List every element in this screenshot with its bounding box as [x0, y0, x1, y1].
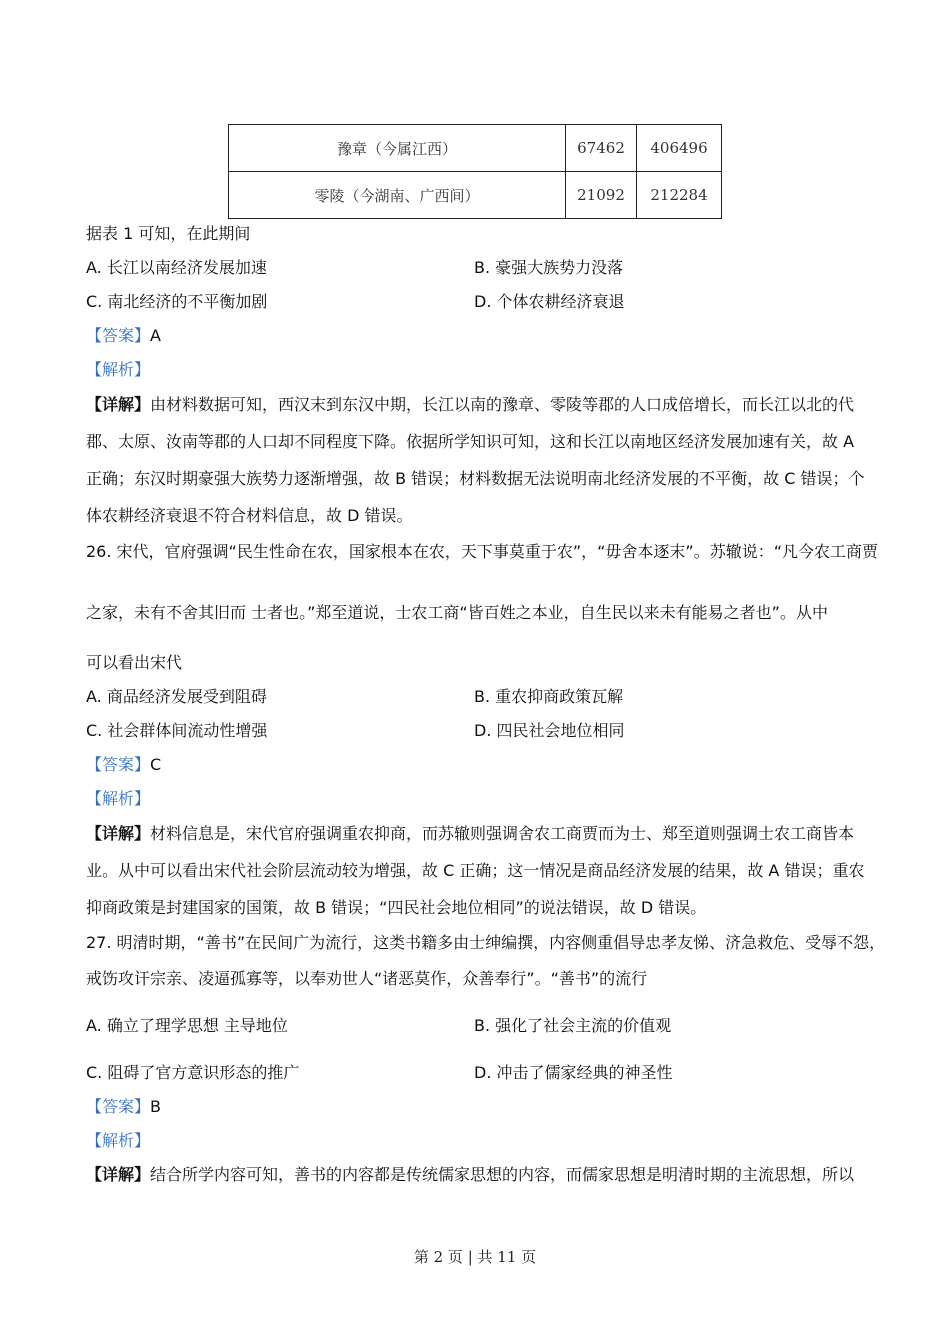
- q25-detail-line: 正确；东汉时期豪强大族势力逐渐增强，故 B 错误；材料数据无法说明南北经济发展的不平衡，故 C 错误；个: [86, 469, 865, 488]
- q27-option-a: A. 确立了理学思想 主导地位: [86, 1016, 288, 1035]
- q25-option-c: C. 南北经济的不平衡加剧: [86, 292, 268, 311]
- answer-value: B: [150, 1097, 161, 1116]
- q27-stem: 27. 明清时期，“善书”在民间广为流行，这类书籍多由士绅编撰，内容侧重倡导忠孝友悌、济急救危、受辱不怨，: [86, 933, 886, 952]
- page-footer: 第 2 页 | 共 11 页: [413, 1248, 537, 1266]
- detail-text: 结合所学内容可知，善书的内容都是传统儒家思想的内容，而儒家思想是明清时期的主流思想，所以: [150, 1165, 855, 1184]
- q26-option-d: D. 四民社会地位相同: [474, 721, 625, 740]
- table-row: [229, 125, 722, 172]
- q26-detail-line: 业。从中可以看出宋代社会阶层流动较为增强，故 C 正确；这一情况是商品经济发展的结果，故 A 错误；重农: [86, 861, 865, 880]
- detail-label: 【详解】: [86, 824, 151, 843]
- q25-detail-line: 郡、太原、汝南等郡的人口却不同程度下降。依据所学知识可知，这和长江以南地区经济发展加速有关，故 A: [86, 432, 855, 451]
- q25-analysis-label: 【解析】: [86, 360, 151, 379]
- table-cell-value: 67462: [566, 125, 637, 172]
- q27-answer: [86, 1096, 161, 1118]
- q25-stem: 据表 1 可知，在此期间: [86, 224, 251, 243]
- detail-label: 【详解】: [86, 395, 151, 414]
- q25-option-b: B. 豪强大族势力没落: [474, 258, 624, 277]
- table-cell-region: 零陵（今湖南、广西间）: [229, 172, 566, 219]
- detail-text: 由材料数据可知，西汉末到东汉中期，长江以南的豫章、零陵等郡的人口成倍增长，而长江以北的代: [150, 395, 855, 414]
- q27-option-d: D. 冲击了儒家经典的神圣性: [474, 1063, 673, 1082]
- q27-detail-line: [86, 1164, 854, 1186]
- q26-option-b: B. 重农抑商政策瓦解: [474, 687, 624, 706]
- answer-label: 【答案】: [86, 1097, 151, 1116]
- q26-detail-line: [86, 823, 854, 845]
- table-cell-value: 212284: [637, 172, 722, 219]
- q26-option-c: C. 社会群体间流动性增强: [86, 721, 268, 740]
- answer-value: C: [150, 755, 162, 774]
- q26-analysis-label: 【解析】: [86, 789, 151, 808]
- q26-stem: 26. 宋代，官府强调“民生性命在农，国家根本在农，天下事莫重于农”，“毋舍本逐末”。苏辙说：“凡今农工商贾: [86, 542, 878, 561]
- q27-option-b: B. 强化了社会主流的价值观: [474, 1016, 672, 1035]
- table-cell-value: 406496: [637, 125, 722, 172]
- q26-stem: 之家，未有不舍其旧而 士者也。”郑至道说，士农工商“皆百姓之本业，自生民以来未有能易之者也”。从中: [86, 603, 828, 622]
- q25-option-d: D. 个体农耕经济衰退: [474, 292, 625, 311]
- answer-label: 【答案】: [86, 755, 151, 774]
- q26-stem: 可以看出宋代: [86, 653, 183, 672]
- q27-stem: 戒饬攻讦宗亲、凌逼孤寡等，以奉劝世人“诸恶莫作，众善奉行”。“善书”的流行: [86, 969, 648, 988]
- q25-option-a: A. 长江以南经济发展加速: [86, 258, 267, 277]
- q27-option-c: C. 阻碍了官方意识形态的推广: [86, 1063, 300, 1082]
- population-table: [228, 124, 722, 219]
- detail-text: 材料信息是，宋代官府强调重农抑商，而苏辙则强调舍农工商贾而为士、郑至道则强调士农工商皆本: [150, 824, 855, 843]
- q26-option-a: A. 商品经济发展受到阻碍: [86, 687, 267, 706]
- detail-label: 【详解】: [86, 1165, 151, 1184]
- q25-detail-line: 体农耕经济衰退不符合材料信息，故 D 错误。: [86, 506, 413, 525]
- q26-detail-line: 抑商政策是封建国家的国策，故 B 错误；“四民社会地位相同”的说法错误，故 D 错误。: [86, 898, 707, 917]
- table-cell-region: 豫章（今属江西）: [229, 125, 566, 172]
- q26-answer: [86, 754, 161, 776]
- table-row: [229, 172, 722, 219]
- answer-value: A: [150, 326, 161, 345]
- table-cell-value: 21092: [566, 172, 637, 219]
- answer-label: 【答案】: [86, 326, 151, 345]
- q27-analysis-label: 【解析】: [86, 1131, 151, 1150]
- q25-detail-line: [86, 394, 854, 416]
- q25-answer: [86, 325, 161, 347]
